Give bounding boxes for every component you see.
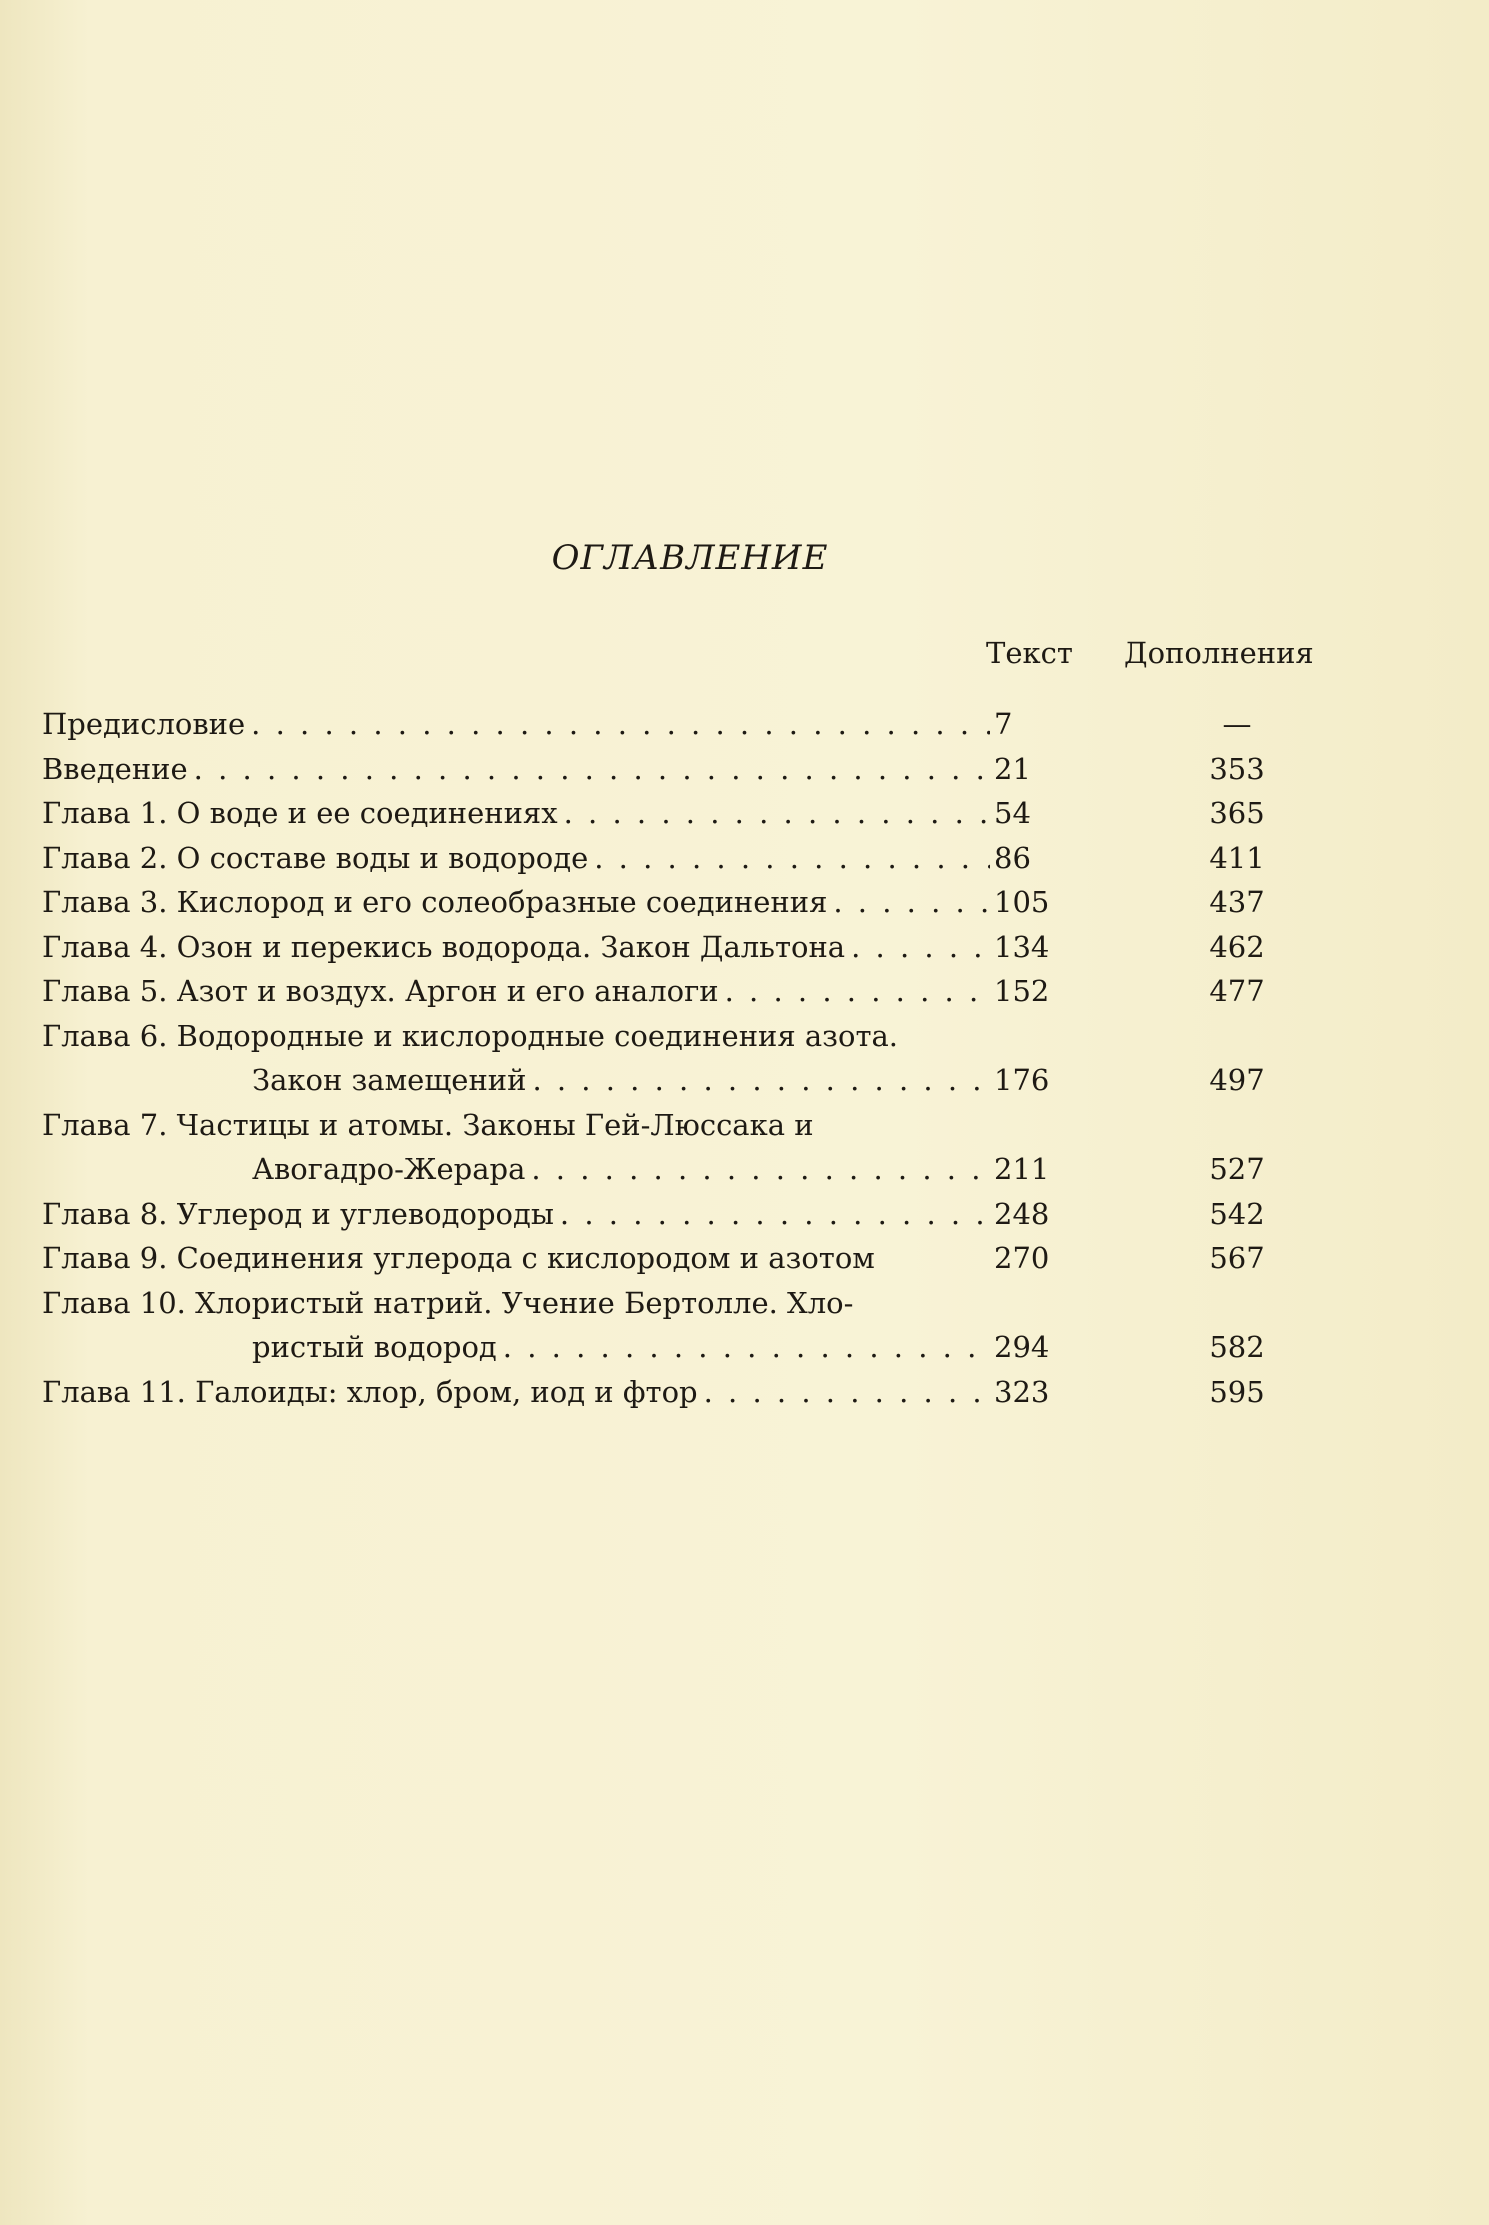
toc-entry-label: Глава 3. Кислород и его солеобразные соединения bbox=[42, 885, 828, 919]
toc-entry-text-page: 21 bbox=[994, 751, 1031, 786]
dot-leader bbox=[833, 880, 990, 925]
toc-entry-title bbox=[252, 1147, 990, 1192]
toc-entry-title bbox=[42, 1281, 990, 1326]
toc-entry-title bbox=[252, 1325, 990, 1370]
dot-leader bbox=[704, 1370, 990, 1415]
toc-entry-additions-page: 477 bbox=[1209, 974, 1265, 1008]
toc-entry-text-page: 105 bbox=[994, 885, 1050, 919]
toc-entry-label: Глава 11. Галоиды: хлор, бром, иод и фтор bbox=[42, 1374, 698, 1409]
toc-entry-label: Глава 6. Водородные и кислородные соединения азота. bbox=[42, 1018, 899, 1053]
toc-entry-title bbox=[42, 791, 990, 836]
toc-entry bbox=[42, 880, 1422, 925]
toc-entry bbox=[42, 1325, 1422, 1370]
toc-entry-label: Глава 8. Углерод и углеводороды bbox=[42, 1196, 554, 1231]
toc-entry bbox=[42, 1058, 1422, 1103]
toc-entry bbox=[42, 1281, 1422, 1326]
toc-entry-title bbox=[42, 969, 990, 1014]
toc-entry-label: Введение bbox=[42, 751, 188, 786]
dot-leader bbox=[531, 1147, 990, 1192]
toc-entry-additions-page: — bbox=[1222, 707, 1252, 741]
toc-entry-additions-page: 497 bbox=[1209, 1063, 1265, 1097]
toc-entry-title bbox=[252, 1058, 990, 1103]
toc-entry-additions-page: 353 bbox=[1209, 751, 1265, 786]
toc-entry-text-page: 211 bbox=[994, 1152, 1050, 1186]
toc-entry-text-page: 176 bbox=[994, 1063, 1050, 1097]
toc-entry-additions-page: 567 bbox=[1209, 1241, 1265, 1275]
toc-entry-additions-page: 527 bbox=[1209, 1152, 1265, 1186]
toc-entry-additions-page: 411 bbox=[1209, 840, 1265, 875]
toc-entry bbox=[42, 702, 1422, 747]
toc-entry bbox=[42, 1103, 1422, 1148]
toc-entry-title bbox=[42, 702, 990, 747]
dot-leader bbox=[560, 1192, 990, 1237]
column-header-additions: Дополнения bbox=[1124, 636, 1314, 670]
toc-entry bbox=[42, 791, 1422, 836]
toc-entry-text-page: 152 bbox=[994, 974, 1050, 1008]
toc-entry bbox=[42, 1014, 1422, 1059]
toc-entry-title bbox=[42, 1103, 990, 1148]
toc-entry-additions-page: 365 bbox=[1209, 796, 1265, 830]
toc-entry-label: Закон замещений bbox=[252, 1063, 527, 1097]
toc-entry-additions-page: 542 bbox=[1209, 1196, 1265, 1231]
dot-leader bbox=[532, 1058, 990, 1103]
toc-entry bbox=[42, 1370, 1422, 1415]
dot-leader bbox=[564, 791, 990, 836]
toc-entry-label: Глава 7. Частицы и атомы. Законы Гей-Люссака и bbox=[42, 1107, 814, 1142]
toc-entry-additions-page: 437 bbox=[1209, 885, 1265, 919]
dot-leader bbox=[194, 747, 990, 792]
dot-leader bbox=[725, 969, 990, 1014]
toc-entry bbox=[42, 1236, 1422, 1281]
toc-entry-text-page: 248 bbox=[994, 1196, 1050, 1231]
column-header-text: Текст bbox=[986, 636, 1073, 670]
toc-entry-label: Глава 1. О воде и ее соединениях bbox=[42, 796, 558, 830]
toc-entry-title bbox=[42, 925, 990, 970]
toc-entry-title bbox=[42, 1236, 990, 1281]
toc-entry-text-page: 54 bbox=[994, 796, 1031, 830]
toc-entry-label: Глава 2. О составе воды и водороде bbox=[42, 840, 589, 875]
toc-entry-label: Глава 9. Соединения углерода с кислородом и азотом bbox=[42, 1241, 875, 1275]
toc-entry bbox=[42, 1192, 1422, 1237]
toc-entry-additions-page: 582 bbox=[1209, 1330, 1265, 1364]
page-title: ОГЛАВЛЕНИЕ bbox=[551, 538, 829, 578]
toc-entry bbox=[42, 925, 1422, 970]
dot-leader bbox=[503, 1325, 990, 1370]
dot-leader bbox=[594, 836, 990, 881]
toc-entry-label: Авогадро-Жерара bbox=[252, 1152, 526, 1186]
toc-entry-title bbox=[42, 880, 990, 925]
toc-entry-additions-page: 595 bbox=[1209, 1374, 1265, 1409]
toc-entry-label: ристый водород bbox=[252, 1330, 497, 1364]
toc-entry-label: Глава 10. Хлористый натрий. Учение Бертолле. Хло- bbox=[42, 1285, 854, 1320]
toc-entry-label: Глава 4. Озон и перекись водорода. Закон Дальтона bbox=[42, 929, 846, 964]
toc-entry-text-page: 294 bbox=[994, 1330, 1050, 1364]
table-of-contents bbox=[42, 702, 1422, 1414]
toc-entry-text-page: 323 bbox=[994, 1374, 1050, 1409]
toc-entry bbox=[42, 969, 1422, 1014]
toc-entry-text-page: 86 bbox=[994, 840, 1031, 875]
toc-entry bbox=[42, 1147, 1422, 1192]
toc-entry-title bbox=[42, 1014, 990, 1059]
toc-entry bbox=[42, 836, 1422, 881]
column-headers bbox=[0, 636, 1489, 676]
dot-leader bbox=[251, 702, 990, 747]
toc-entry-label: Предисловие bbox=[42, 707, 246, 741]
toc-entry-text-page: 7 bbox=[994, 707, 1013, 741]
toc-entry-text-page: 134 bbox=[994, 929, 1050, 964]
toc-entry-text-page: 270 bbox=[994, 1241, 1050, 1275]
toc-entry-title bbox=[42, 1370, 990, 1415]
toc-entry-title bbox=[42, 1192, 990, 1237]
toc-entry-additions-page: 462 bbox=[1209, 929, 1265, 964]
dot-leader bbox=[851, 925, 990, 970]
toc-entry-title bbox=[42, 836, 990, 881]
toc-entry-label: Глава 5. Азот и воздух. Аргон и его аналоги bbox=[42, 974, 719, 1008]
toc-entry-title bbox=[42, 747, 990, 792]
toc-entry bbox=[42, 747, 1422, 792]
